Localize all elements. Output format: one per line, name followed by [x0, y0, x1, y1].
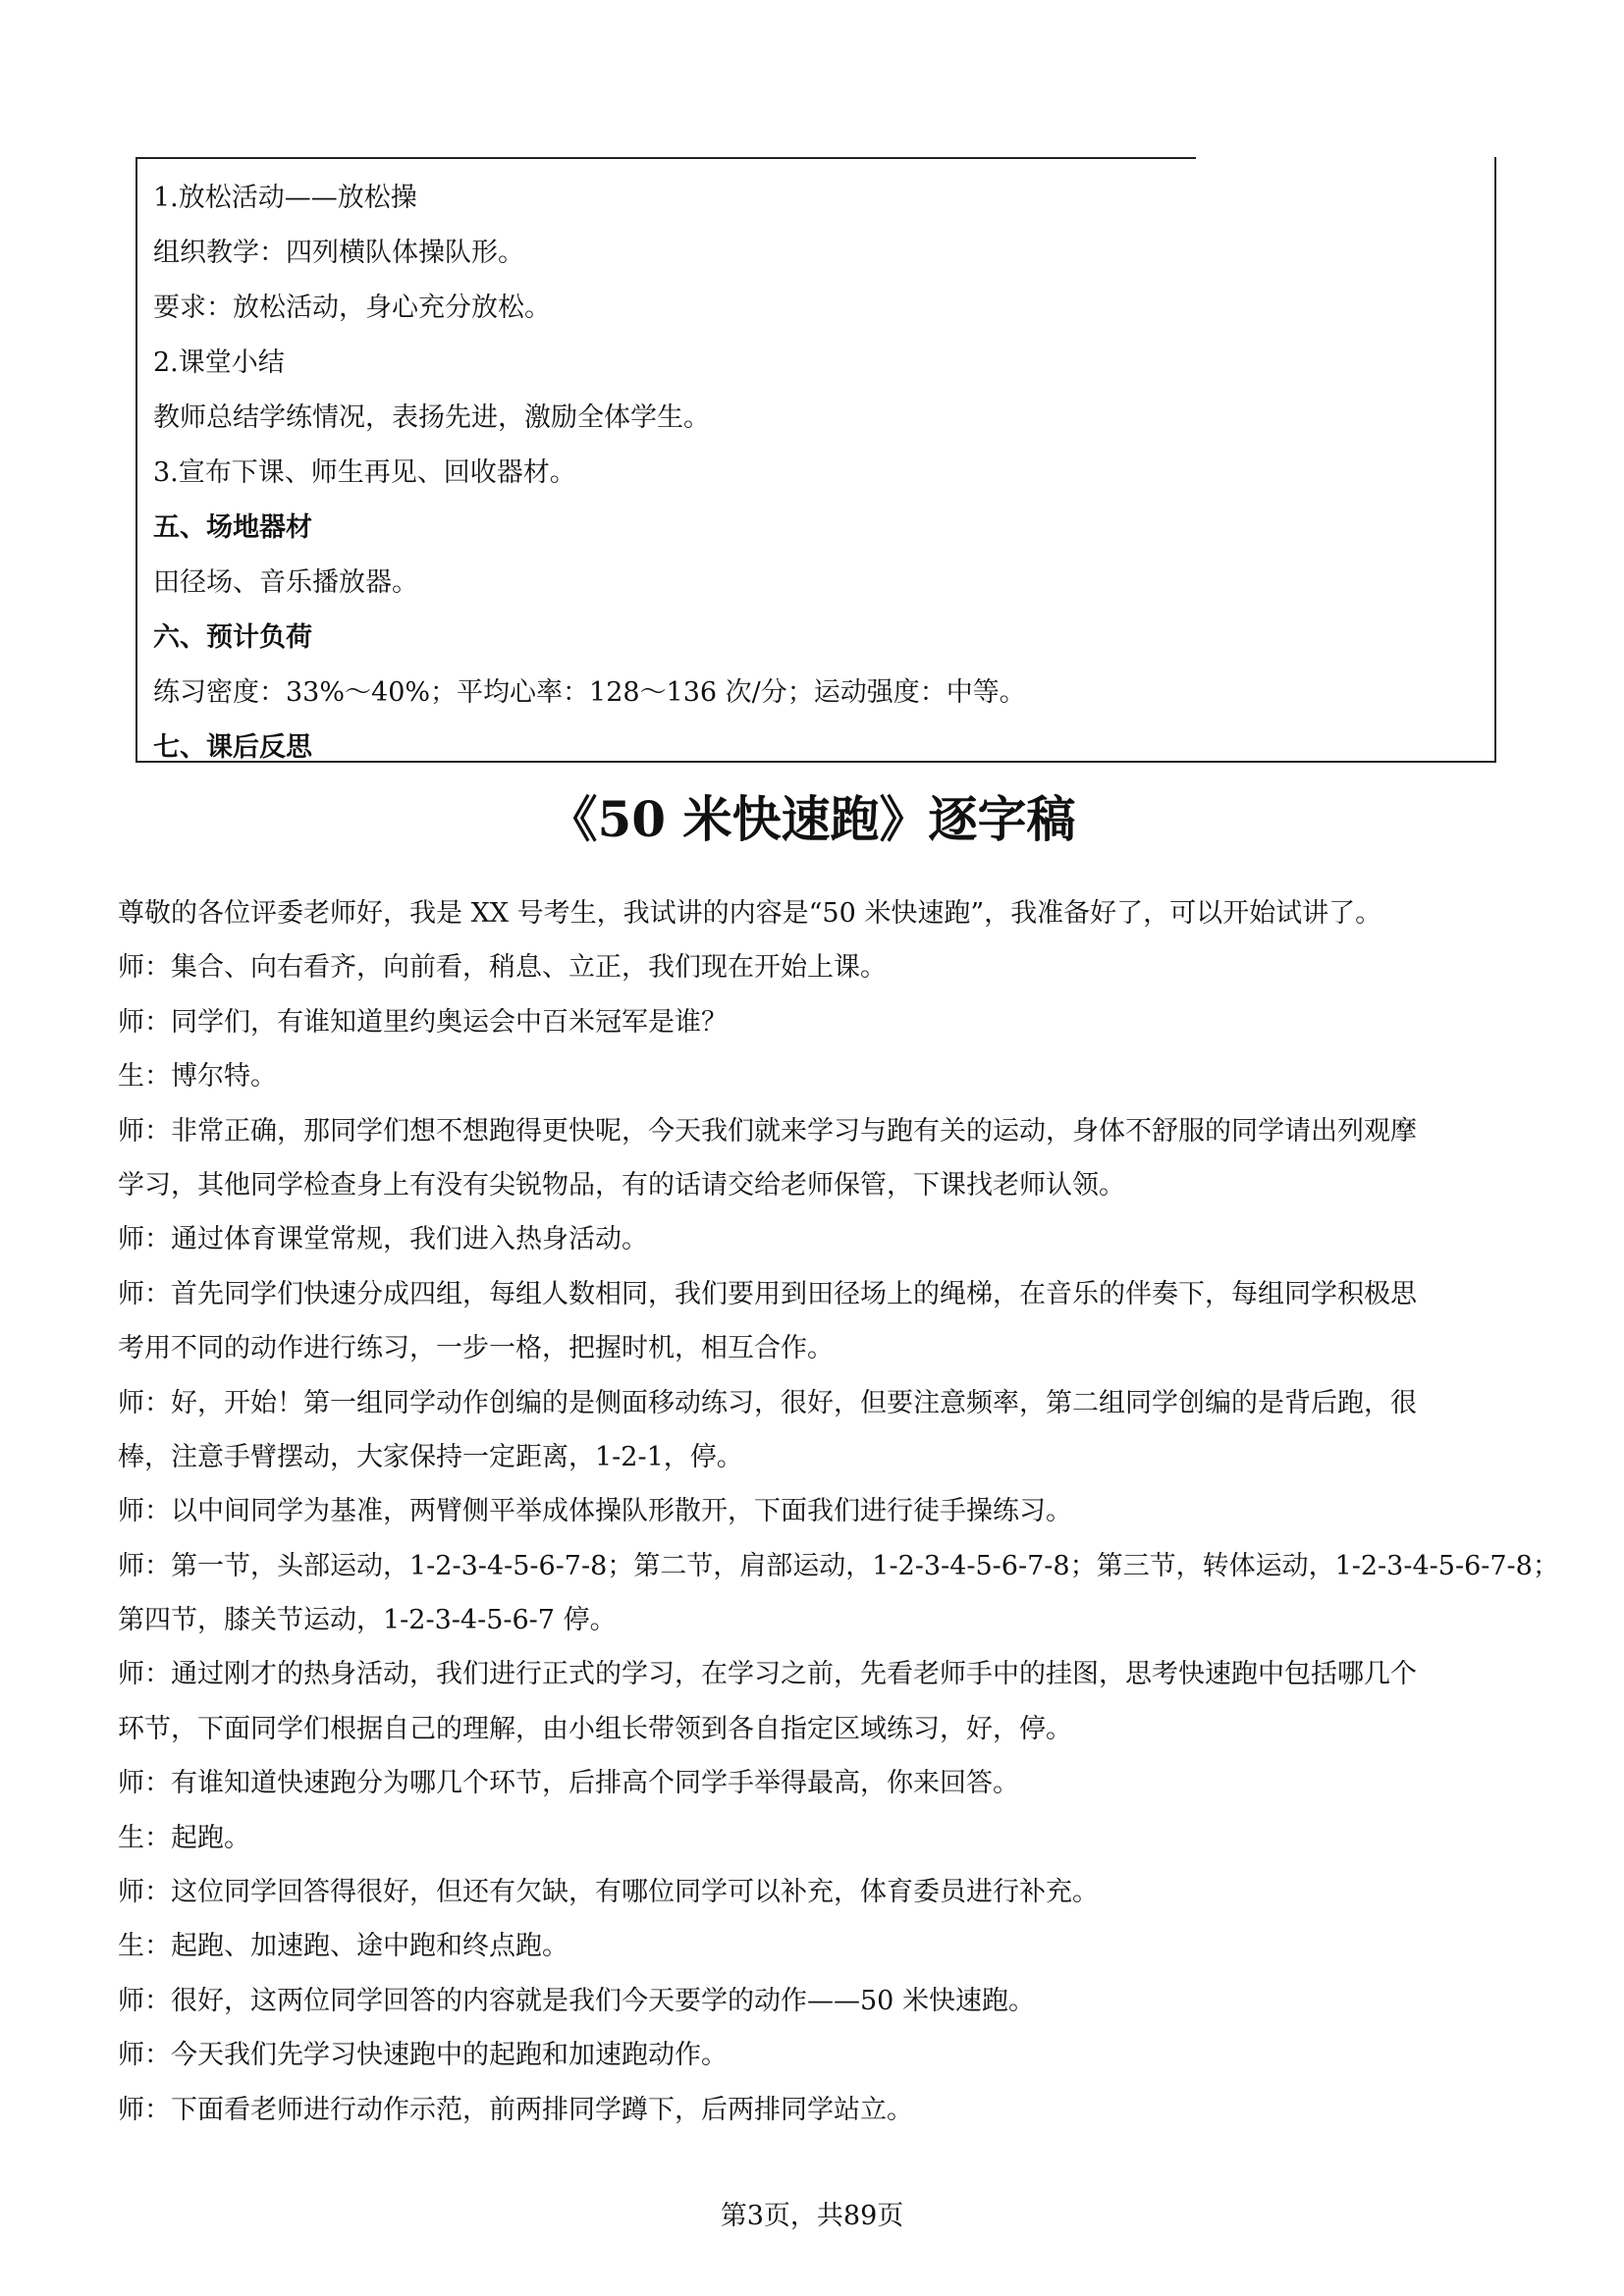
section-heading: 七、课后反思 — [153, 732, 312, 763]
transcript-line: 生：起跑。 — [118, 1822, 250, 1853]
transcript-line: 师：非常正确，那同学们想不想跑得更快呢，今天我们就来学习与跑有关的运动，身体不舒服的同学请出列观摩 — [118, 1115, 1417, 1147]
transcript-line: 棒，注意手臂摆动，大家保持一定距离，1-2-1，停。 — [118, 1441, 743, 1472]
transcript-line: 师：这位同学回答得很好，但还有欠缺，有哪位同学可以补充，体育委员进行补充。 — [118, 1877, 1099, 1908]
box-text-line: 田径场、音乐播放器。 — [153, 567, 418, 598]
transcript-line: 学习，其他同学检查身上有没有尖锐物品，有的话请交给老师保管，下课找老师认领。 — [118, 1169, 1125, 1201]
transcript-line: 师：第一节，头部运动，1-2-3-4-5-6-7-8；第二节，肩部运动，1-2-3-4-5-6-7-8；第三节，转体运动，1-2-3-4-5-6-7-8； — [118, 1550, 1559, 1581]
transcript-line: 师：好，开始！第一组同学动作创编的是侧面移动练习，很好，但要注意频率，第二组同学创编的是背后跑，很 — [118, 1387, 1417, 1418]
transcript-line: 师：有谁知道快速跑分为哪几个环节，后排高个同学手举得最高，你来回答。 — [118, 1768, 1019, 1799]
transcript-line: 生：起跑、加速跑、途中跑和终点跑。 — [118, 1931, 568, 1962]
box-text-line: 要求：放松活动，身心充分放松。 — [153, 293, 551, 323]
box-text-line: 练习密度：33%～40%；平均心率：128～136 次/分；运动强度：中等。 — [153, 677, 1026, 708]
transcript-line: 环节，下面同学们根据自己的理解，由小组长带领到各自指定区域练习，好，停。 — [118, 1713, 1072, 1744]
lesson-plan-content — [153, 171, 1479, 775]
transcript-line: 生：博尔特。 — [118, 1061, 277, 1093]
transcript-line: 师：很好，这两位同学回答的内容就是我们今天要学的动作——50 米快速跑。 — [118, 1985, 1035, 2016]
transcript-line: 师：集合、向右看齐，向前看，稍息、立正，我们现在开始上课。 — [118, 952, 887, 984]
transcript-line: 师：今天我们先学习快速跑中的起跑和加速跑动作。 — [118, 2040, 728, 2071]
transcript-line: 师：通过刚才的热身活动，我们进行正式的学习，在学习之前，先看老师手中的挂图，思考快速跑中包括哪几个 — [118, 1659, 1417, 1690]
box-text-line: 组织教学：四列横队体操队形。 — [153, 238, 524, 268]
transcript-line: 考用不同的动作进行练习，一步一格，把握时机，相互合作。 — [118, 1333, 834, 1364]
transcript-line: 第四节，膝关节运动，1-2-3-4-5-6-7 停。 — [118, 1605, 617, 1636]
box-text-line: 3.宣布下课、师生再见、回收器材。 — [153, 457, 576, 488]
transcript-line: 师：首先同学们快速分成四组，每组人数相同，我们要用到田径场上的绳梯，在音乐的伴奏下，每组同学积极思 — [118, 1278, 1417, 1309]
transcript-line: 师：同学们，有谁知道里约奥运会中百米冠军是谁？ — [118, 1006, 728, 1038]
box-text-line: 教师总结学练情况，表扬先进，激励全体学生。 — [153, 402, 710, 433]
lesson-plan-box — [135, 157, 1496, 763]
section-heading: 五、场地器材 — [153, 512, 312, 543]
section-heading: 六、预计负荷 — [153, 622, 312, 653]
transcript-line: 师：以中间同学为基准，两臂侧平举成体操队形散开，下面我们进行徒手操练习。 — [118, 1496, 1072, 1527]
transcript-line: 尊敬的各位评委老师好，我是 XX 号考生，我试讲的内容是“50 米快速跑”，我准备好了，可以开始试讲了。 — [118, 898, 1382, 929]
transcript-line: 师：通过体育课堂常规，我们进入热身活动。 — [118, 1224, 648, 1255]
box-text-line: 2.课堂小结 — [153, 347, 285, 378]
transcript-body — [118, 886, 1559, 2137]
page-footer: 第3页，共89页 — [720, 2201, 904, 2231]
document-title: 《50 米快速跑》逐字稿 — [548, 790, 1076, 848]
box-text-line: 1.放松活动——放松操 — [153, 183, 417, 213]
transcript-line: 师：下面看老师进行动作示范，前两排同学蹲下，后两排同学站立。 — [118, 2094, 913, 2125]
